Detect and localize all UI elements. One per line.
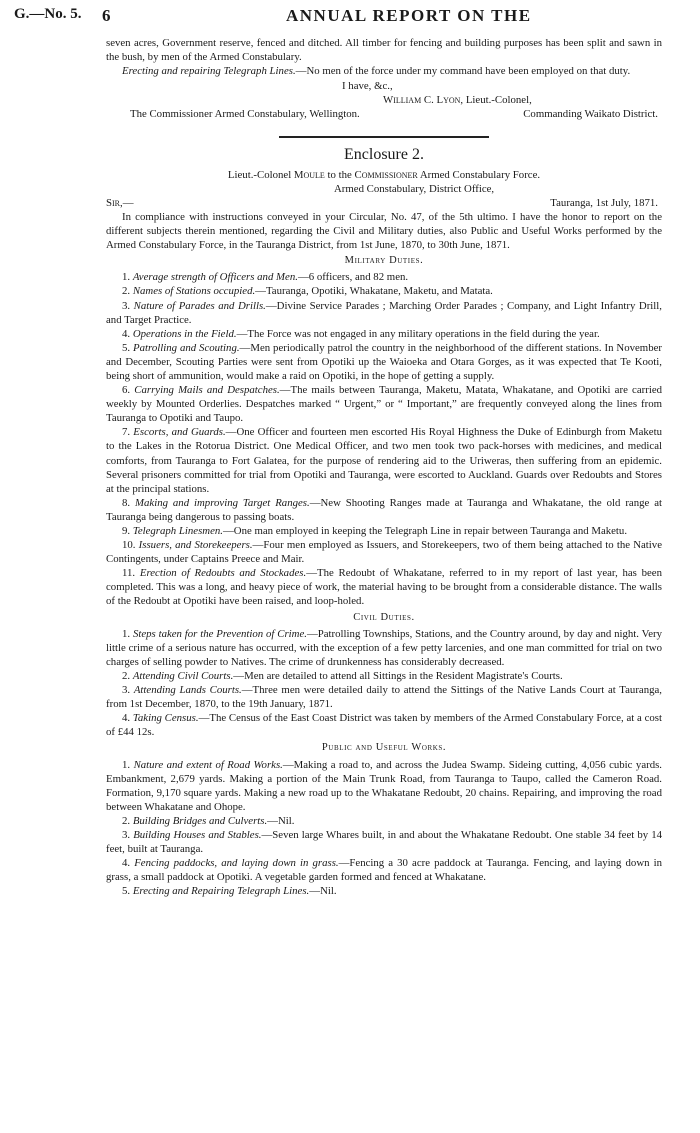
military-item [106, 496, 662, 524]
civil-item [106, 669, 662, 683]
item-text: —Divine Service Parades ; Marching Order Parades ; Company, and Light Infantry Drill, and Target Practice. [106, 299, 662, 326]
item-number: 2. [122, 669, 131, 682]
item-text: —Nil. [309, 885, 337, 898]
item-heading: Operations in the Field. [132, 327, 237, 340]
item-text: —The Redoubt of Whakatane, referred to in my report of last year, has been completed. This was a long, and heavy piece of work, the material having to be brought from a considerable distance. The walls of the Redoubt at Opotiki have been raised, and loop-holed. [106, 567, 662, 608]
running-title: ANNUAL REPORT ON THE [286, 6, 532, 25]
item-text: —Patrolling Townships, Stations, and the Country around, by day and night. Very little crime of a serious nature has occurred, with the exception of a few petty larcenies, and one man committed for trial on two charges of selling powder to Natives. The crime of drunkenness has considerably decreased. [106, 627, 663, 668]
item-text: —Nil. [267, 814, 295, 827]
intro-telegraph-paragraph: Erecting and repairing Telegraph Lines.—No men of the force under my command have been employed on that duty. [122, 65, 631, 78]
military-item [106, 341, 662, 383]
salutation-line [106, 196, 662, 210]
item-text: —The Census of the East Coast District was taken by members of the Armed Constabulary Force, at a cost of £44 12s. [106, 712, 663, 739]
public-works-list [106, 758, 662, 899]
item-text: —New Shooting Ranges made at Tauranga and Whakatane, the old range at Tauranga being dangerous to passing boats. [106, 496, 662, 523]
item-heading: Steps taken for the Prevention of Crime. [132, 627, 307, 640]
item-text: —One man employed in keeping the Telegraph Line in repair between Tauranga and Maketu. [223, 525, 628, 537]
public-item [106, 814, 662, 828]
item-number: 1. [122, 271, 131, 284]
item-text: —Four men employed as Issuers, and Storekeepers, two of them being attached to the Native Contingents, under Captains Preece and Mair. [106, 539, 662, 566]
item-number: 5. [122, 885, 131, 898]
item-text: —Fencing a 30 acre paddock at Tauranga. Fencing, and laying down in grass, a small paddock at Opotiki. A vegetable garden formed and fenced at Whakatane. [106, 857, 662, 884]
item-heading: Nature of Parades and Drills. [133, 299, 266, 312]
item-heading: Patrolling and Scouting. [133, 341, 240, 354]
item-heading: Issuers, and Storekeepers. [138, 539, 253, 552]
public-works-heading: Public and Useful Works. [321, 742, 447, 754]
report-body [106, 36, 662, 898]
item-number: 1. [122, 627, 131, 640]
military-item [106, 383, 662, 425]
public-item [106, 758, 662, 814]
military-item [106, 327, 662, 341]
signoff-name-line: William C. Lyon, Lieut.-Colonel, [383, 94, 532, 107]
item-number: 8. [122, 496, 131, 509]
item-number: 4. [122, 857, 131, 870]
item-text: —The Force was not engaged in any military operations in the field during the year. [236, 327, 600, 340]
military-item [106, 524, 662, 538]
public-item [106, 884, 662, 898]
item-heading: Average strength of Officers and Men. [132, 271, 298, 284]
item-heading: Carrying Mails and Despatches. [134, 384, 280, 397]
item-text: —Tauranga, Opotiki, Whakatane, Maketu, and Matata. [255, 285, 493, 298]
item-number: 5. [122, 341, 131, 354]
military-item [106, 299, 662, 327]
item-heading: Taking Census. [132, 712, 199, 725]
item-number: 9. [122, 525, 131, 537]
civil-item [106, 683, 662, 711]
item-number: 1. [122, 758, 131, 771]
public-item [106, 828, 662, 856]
item-text: —Seven large Whares built, in and about the Whakatane Redoubt. One stable 34 feet by 14 feet, built at Tauranga. [106, 828, 662, 856]
military-item [106, 538, 662, 566]
item-text: —Men periodically patrol the country in the neighborhood of the different stations. In November and December, Scouting Parties were sent from Opotiki up the Waioeka and Otara Gorges, as it was expected that Te Kooti, being short of ammunition, would make a raid on Opotiki, in the hope of getting a supply. [106, 341, 662, 382]
signoff-have: I have, &c., [342, 80, 393, 93]
item-heading: Building Bridges and Culverts. [132, 814, 268, 827]
item-heading: Erection of Redoubts and Stockades. [139, 567, 307, 580]
military-item [106, 425, 662, 495]
item-text: —Three men were detailed daily to attend the Sittings of the Native Lands Court at Tauranga, from 1st December, 1870, to the 19th January, 1871. [106, 684, 662, 711]
item-text: —Making a road to, and across the Judea Swamp. Sideing cutting, 4,056 cubic yards. Embankment, 2,679 yards. Making a portion of the Main Trunk Road, from Tauranga to Taupo, called the Cameron Road. Formation, 9,170 square yards. Making a new road up to the Whakatane Redoubt, 20 chains. Repairing, and improving the road between Whakatane and Ohope. [106, 758, 663, 813]
enclosure-office: Armed Constabulary, District Office, [334, 182, 495, 195]
intro-paragraph: seven acres, Government reserve, fenced and ditched. All timber for fencing and building purposes has been split and sawn in the bush, by men of the Armed Constabulary. [106, 37, 662, 64]
item-number: 10. [122, 539, 136, 552]
salutation: Sir,— [106, 196, 134, 209]
item-number: 2. [122, 814, 131, 827]
item-number: 7. [122, 426, 131, 439]
item-heading: Fencing paddocks, and laying down in grass. [134, 857, 339, 870]
item-number: 4. [122, 327, 131, 340]
item-number: 3. [122, 684, 131, 697]
item-heading: Attending Civil Courts. [132, 669, 234, 682]
item-number: 4. [122, 712, 131, 725]
signoff-recipient-line [106, 107, 662, 121]
civil-duties-heading: Civil Duties. [353, 611, 415, 623]
item-number: 2. [122, 285, 131, 298]
signatory-name: William C. Lyon [383, 94, 461, 107]
item-text: —One Officer and fourteen men escorted His Royal Highness the Duke of Edinburgh from Maketu to the Lakes in the Rotorua District. One Medical Officer, and two men took two pack-horses with medicines, and medical comforts, from Tauranga to Fort Galatea, for the purpose of rendering aid to the Uriweras, then suffering from an epidemic. Several prisoners committed for trial from Opotiki and Tauranga, were escorted to Auckland. Guards over Redoubts and Stores at the principal stations. [106, 426, 662, 495]
item-text: —The mails between Tauranga, Maketu, Matata, Whakatane, and Opotiki are carried weekly by Mounted Orderlies. Despatches marked “ Urgent,” or “ Important,” are frequently conveyed along the lines from Tauranga to Opotiki and Taupo. [106, 384, 663, 425]
item-heading: Escorts, and Guards. [133, 426, 226, 439]
military-duties-list [106, 270, 662, 608]
civil-item [106, 711, 662, 739]
document-reference: G.—No. 5. [14, 6, 82, 22]
enclosure-title: Enclosure 2. [344, 145, 424, 163]
item-heading: Making and improving Target Ranges. [135, 496, 310, 509]
civil-duties-list [106, 627, 662, 740]
item-number: 11. [122, 567, 136, 580]
item-number: 6. [122, 384, 131, 397]
item-heading: Attending Lands Courts. [133, 684, 242, 697]
military-item [106, 566, 662, 608]
item-heading: Erecting and Repairing Telegraph Lines. [132, 885, 310, 898]
item-number: 3. [122, 828, 131, 841]
public-item [106, 856, 662, 884]
item-text: —Men are detailed to attend all Sittings in the Resident Magistrate's Courts. [233, 669, 563, 682]
item-number: 3. [122, 299, 131, 312]
item-heading: Nature and extent of Road Works. [133, 758, 283, 771]
opening-paragraph: In compliance with instructions conveyed in your Circular, No. 47, of the 5th ultimo. I have the honor to report on the different subjects therein mentioned, regarding the Civil and Military duties, also Public and Useful Works performed by the Armed Constabulary Force, in the Tauranga District, from 1st June, 1870, to 30th June, 1871. [106, 210, 662, 252]
place-date: Tauranga, 1st July, 1871. [550, 196, 658, 209]
item-text: —6 officers, and 82 men. [297, 271, 409, 284]
item-heading: Names of Stations occupied. [132, 285, 256, 298]
military-item [106, 270, 662, 284]
item-heading: Telegraph Linesmen. [132, 525, 223, 537]
enclosure-from-line: Lieut.-Colonel Moule to the Commissioner Armed Constabulary Force. [227, 168, 541, 181]
command: Commanding Waikato District. [523, 108, 658, 121]
recipient: The Commissioner Armed Constabulary, Wellington. [130, 108, 360, 121]
page-header [0, 6, 700, 34]
item-heading: Building Houses and Stables. [133, 828, 262, 841]
civil-item [106, 627, 662, 669]
page-number: 6 [102, 6, 111, 25]
section-divider [279, 136, 489, 138]
military-duties-heading: Military Duties. [344, 255, 424, 267]
signoff-block [106, 79, 662, 121]
military-item [106, 284, 662, 298]
